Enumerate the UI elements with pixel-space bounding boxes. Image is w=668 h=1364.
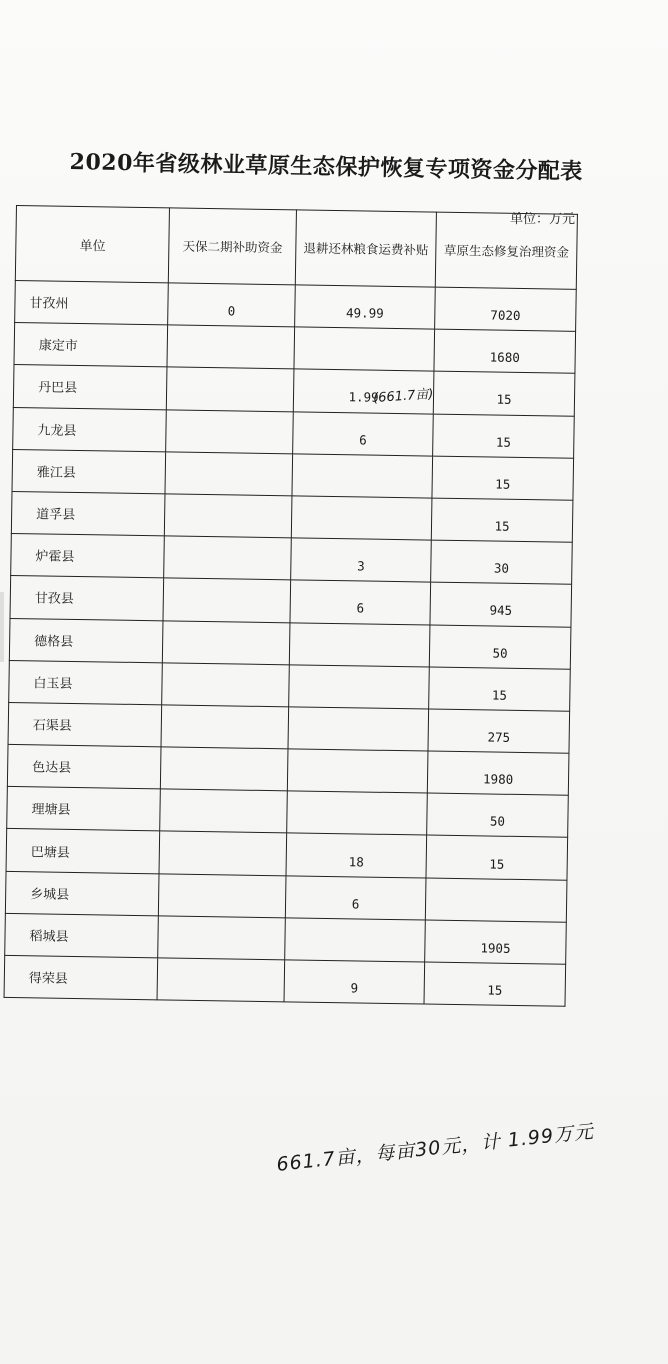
cell-unit-name-text: 乡城县	[30, 887, 70, 903]
table-row	[4, 955, 566, 1006]
cell-tuigeng-text: 6	[359, 432, 367, 448]
cell-tianbao	[162, 663, 289, 707]
cell-unit-name-text: 色达县	[32, 760, 72, 777]
cell-unit-name-text: 丹巴县	[38, 380, 78, 397]
cell-unit-name	[13, 407, 167, 452]
cell-caoyuan-text: 50	[492, 645, 508, 661]
cell-tuigeng-text: 3	[357, 558, 365, 574]
cell-caoyuan-text: 30	[493, 560, 510, 577]
cell-tuigeng	[287, 749, 428, 793]
cell-unit-name	[14, 323, 168, 368]
cell-tuigeng	[292, 454, 433, 498]
cell-unit-name	[5, 871, 159, 916]
cell-unit-name	[15, 280, 169, 325]
cell-tuigeng	[291, 496, 432, 540]
cell-unit-name	[9, 660, 163, 705]
cell-tianbao	[164, 536, 291, 580]
cell-tuigeng	[295, 285, 436, 329]
cell-caoyuan	[430, 625, 571, 669]
unit-note: 单位：万元	[510, 212, 576, 227]
cell-caoyuan	[428, 709, 569, 753]
cell-caoyuan	[431, 498, 572, 542]
cell-unit-name-text: 甘孜县	[34, 591, 74, 608]
allocation-table-wrapper	[4, 205, 578, 1007]
cell-unit-name	[9, 618, 163, 663]
cell-tianbao	[159, 873, 286, 917]
cell-unit-name-text: 甘孜州	[29, 296, 69, 312]
header-tianbao: 天保二期补助资金	[169, 208, 297, 285]
cell-unit-name-text: 理塘县	[31, 802, 71, 819]
cell-unit-name-text: 道孚县	[36, 507, 76, 523]
table-body	[4, 280, 576, 1006]
cell-tianbao	[168, 283, 295, 327]
cell-tuigeng	[287, 791, 428, 835]
cell-tuigeng	[294, 327, 435, 371]
cell-tuigeng	[291, 538, 432, 582]
cell-tianbao	[157, 958, 284, 1002]
cell-caoyuan-text: 1680	[489, 349, 520, 366]
cell-tianbao	[163, 620, 290, 664]
cell-caoyuan-text: 15	[489, 856, 505, 872]
cell-caoyuan-text: 15	[487, 982, 503, 998]
cell-unit-name-text: 巴塘县	[30, 844, 70, 861]
cell-tianbao	[165, 452, 292, 496]
cell-tianbao	[167, 367, 294, 411]
cell-tianbao	[161, 747, 288, 791]
cell-tuigeng-text: 49.99	[345, 305, 384, 321]
cell-tianbao	[165, 494, 292, 538]
cell-unit-name	[4, 955, 158, 1000]
cell-caoyuan-text: 15	[495, 434, 512, 450]
cell-tuigeng	[285, 918, 426, 962]
cell-unit-name	[6, 829, 160, 874]
cell-tuigeng	[289, 622, 430, 666]
cell-unit-name	[10, 576, 164, 621]
cell-tianbao	[167, 325, 294, 369]
cell-tuigeng	[289, 665, 430, 709]
table-header-row	[15, 206, 577, 290]
handwritten-bottom-note: 661.7亩，每亩30元，计 1.99万元	[275, 1120, 595, 1176]
cell-tuigeng	[286, 833, 427, 877]
cell-unit-name-text: 康定市	[38, 338, 78, 355]
cell-tianbao	[161, 705, 288, 749]
cell-tuigeng	[293, 411, 434, 455]
cell-tianbao	[158, 916, 285, 960]
cell-tuigeng-text: 9	[350, 980, 359, 996]
cell-tuigeng	[288, 707, 429, 751]
cell-caoyuan	[424, 962, 565, 1006]
cell-caoyuan-text: 1905	[480, 940, 511, 956]
cell-caoyuan-text: 15	[494, 518, 510, 534]
cell-unit-name-text: 石渠县	[32, 718, 72, 734]
cell-unit-name	[13, 365, 167, 410]
cell-tianbao	[163, 578, 290, 622]
cell-unit-name-text: 雅江县	[36, 465, 76, 481]
cell-caoyuan	[430, 582, 571, 626]
header-unit: 单位	[15, 206, 170, 283]
cell-caoyuan	[429, 667, 570, 711]
cell-caoyuan-text: 7020	[490, 307, 521, 324]
cell-caoyuan	[425, 920, 566, 964]
handwritten-inline-note: (661.7亩)	[372, 386, 434, 407]
cell-unit-name	[7, 745, 161, 790]
cell-caoyuan-text: 1980	[482, 771, 514, 788]
cell-unit-name	[8, 702, 162, 747]
cell-caoyuan	[426, 878, 567, 922]
page-fold-shadow	[0, 592, 4, 662]
cell-caoyuan-text: 50	[489, 813, 506, 830]
document-title: 2020年省级林业草原生态保护恢复专项资金分配表	[69, 148, 584, 185]
cell-unit-name	[11, 491, 165, 536]
cell-unit-name-text: 稻城县	[29, 929, 69, 945]
cell-unit-name-text: 得荣县	[28, 971, 68, 988]
cell-unit-name	[11, 534, 165, 579]
allocation-table	[4, 205, 578, 1007]
cell-tuigeng-text: 1.99	[348, 389, 379, 406]
cell-caoyuan-text: 275	[487, 729, 511, 745]
cell-tianbao	[159, 831, 286, 875]
cell-caoyuan-text: 15	[495, 476, 511, 492]
cell-unit-name-text: 白玉县	[33, 676, 73, 692]
cell-unit-name-text: 炉霍县	[35, 549, 75, 566]
cell-tuigeng-text: 6	[356, 600, 365, 616]
cell-unit-name-text: 德格县	[34, 633, 74, 650]
cell-caoyuan	[434, 329, 575, 373]
cell-tianbao	[160, 789, 287, 833]
cell-tuigeng-text: 6	[351, 896, 360, 912]
cell-caoyuan	[433, 371, 574, 415]
cell-caoyuan	[432, 456, 573, 500]
cell-caoyuan	[435, 287, 576, 331]
cell-caoyuan-text: 15	[496, 392, 512, 408]
cell-caoyuan	[427, 793, 568, 837]
cell-unit-name	[7, 787, 161, 832]
cell-tuigeng	[284, 960, 425, 1004]
cell-unit-name	[5, 913, 159, 958]
cell-tianbao	[166, 409, 293, 453]
cell-tuigeng	[290, 580, 431, 624]
cell-unit-name-text: 九龙县	[37, 423, 77, 439]
cell-tuigeng	[285, 875, 426, 919]
cell-tianbao-text: 0	[227, 303, 236, 319]
cell-tuigeng-text: 18	[348, 853, 364, 870]
header-tuigeng: 退耕还林粮食运费补贴	[295, 210, 436, 287]
cell-unit-name	[12, 449, 166, 494]
cell-caoyuan	[433, 414, 574, 458]
cell-caoyuan	[431, 540, 572, 584]
cell-caoyuan	[428, 751, 569, 795]
cell-caoyuan-text: 15	[491, 687, 508, 703]
header-caoyuan: 草原生态修复治理资金	[435, 212, 577, 289]
cell-caoyuan	[426, 835, 567, 879]
cell-caoyuan-text: 945	[489, 602, 513, 619]
